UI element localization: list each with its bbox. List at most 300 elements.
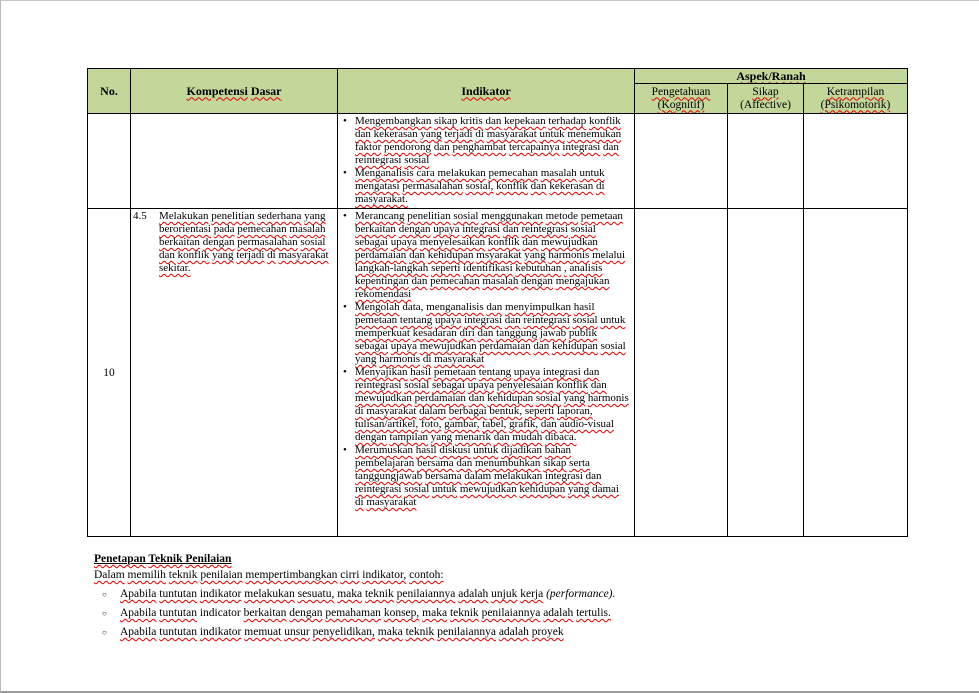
word: Kompetensi (186, 83, 248, 98)
word: , (563, 262, 567, 274)
word: di (355, 405, 364, 417)
word: diskusi (439, 444, 471, 456)
word: tulisan/artikel, (355, 418, 419, 430)
word: melakukan (437, 167, 486, 179)
word: menemukan (567, 128, 622, 140)
word: di (267, 249, 276, 261)
word: reintegrasi (355, 483, 402, 495)
word: adalah (458, 588, 489, 600)
word: memperkuat (355, 327, 410, 339)
word: pemahaman (325, 607, 381, 619)
word: Apabila (120, 607, 157, 619)
word: mewujudkan (355, 392, 412, 404)
word: upaya (435, 314, 462, 326)
word: dengan (521, 275, 553, 287)
word: (Affective) (740, 98, 791, 111)
word: yang (563, 392, 586, 404)
header-line (728, 86, 803, 99)
bullet-icon: • (343, 301, 347, 313)
word: memilih (127, 569, 166, 581)
word: maka (422, 607, 448, 619)
footer-item-text (120, 587, 615, 602)
word: publik (568, 327, 597, 339)
word: Menganalisis (355, 167, 414, 179)
word: yang (304, 210, 326, 222)
word: laporan, (556, 405, 593, 417)
bullet-icon: • (343, 366, 347, 378)
word: menyimpulkan (505, 301, 572, 313)
word: masalah (482, 275, 519, 287)
indicator-text (355, 115, 630, 167)
indicator-item (343, 366, 630, 444)
word: penilaian (200, 569, 243, 581)
word: dan (493, 431, 510, 443)
word: dan (502, 223, 519, 235)
word: menarik (454, 431, 491, 443)
word: kesadaran (412, 327, 457, 339)
word: hasil (410, 366, 432, 378)
word: menyelesaikan (419, 236, 486, 248)
word: sosial (404, 483, 430, 495)
word: unjuk (491, 588, 518, 600)
word: Mengembangkan (355, 115, 432, 127)
word: dan (456, 457, 473, 469)
word: berkaitan (355, 223, 396, 235)
word: harmonis (587, 392, 629, 404)
word: berbagai (448, 405, 487, 417)
word: penelitian (407, 210, 451, 222)
col-header-kompetensi-dasar (131, 69, 338, 114)
word: dan (530, 180, 547, 192)
word: penilaiannya (396, 588, 456, 600)
word: rekomendasi (355, 288, 412, 300)
word: teknik (449, 607, 479, 619)
word: masyarakat (434, 353, 485, 365)
footer-list-item (94, 606, 874, 621)
word: Teknik (148, 553, 183, 565)
bullet-icon: • (343, 115, 347, 127)
word: melakukan (244, 588, 295, 600)
indicator-text (355, 444, 630, 509)
word: upaya (433, 223, 460, 235)
word: hasil (415, 444, 437, 456)
word: konflik (487, 236, 520, 248)
word: tampilan (389, 431, 429, 443)
aspek-sikap-cell (728, 209, 804, 537)
footer-list-item (94, 625, 874, 640)
word: penghambat (452, 141, 507, 153)
word: masyarakat (366, 405, 417, 417)
bullet-icon: • (343, 444, 347, 456)
bullet-icon: • (343, 167, 347, 179)
word: sebagai (355, 340, 388, 352)
word: di (596, 180, 605, 192)
word: audio-visual (559, 418, 614, 430)
word: dalam (419, 405, 447, 417)
aspek-sikap-cell (728, 114, 804, 209)
word: mudah (512, 431, 543, 443)
kompetensi-indikator-table (87, 68, 908, 537)
circle-bullet-icon: ○ (102, 609, 107, 618)
word: teknik (405, 626, 435, 638)
word: mempertimbangkan (245, 569, 338, 581)
word: menganalisis (426, 301, 484, 313)
kompetensi-dasar-cell (131, 114, 338, 209)
indicator-item (343, 167, 630, 206)
word: dan (433, 141, 450, 153)
word: kritis (460, 115, 483, 127)
word: pemecahan (430, 275, 480, 287)
word: No. (100, 83, 118, 98)
word: untuk (579, 167, 605, 179)
word: tanggungjawab (355, 470, 423, 482)
aspek-pengetahuan-cell (635, 209, 728, 537)
word: Menyajikan (355, 366, 408, 378)
word: dan (540, 418, 557, 430)
word: perdamaian (355, 249, 407, 261)
word: konflik (177, 249, 210, 261)
word: permasalahan (237, 236, 298, 248)
col-header-aspek-ranah (635, 69, 908, 84)
word: Dalam (94, 569, 125, 581)
word: 4.5 (133, 210, 147, 222)
word: seperti (524, 405, 555, 417)
word: dan (603, 141, 619, 153)
word: dengan (355, 431, 387, 443)
word: mewujudkan (419, 340, 477, 352)
word: mengatasi (355, 180, 400, 192)
word: sesuatu, (297, 588, 335, 600)
word: dan (590, 379, 607, 391)
word: pemetaan (355, 314, 398, 326)
word: dan (159, 249, 175, 261)
no-cell (88, 209, 131, 537)
word: cirri (340, 569, 360, 581)
header-line (804, 99, 907, 112)
indicator-item (343, 115, 630, 167)
word: dengan (202, 236, 235, 248)
word: bersama (424, 470, 462, 482)
word: bersama (417, 457, 454, 469)
word: kehidupan (519, 483, 566, 495)
word: adalah (498, 626, 529, 638)
word: teknik (168, 569, 198, 581)
word: sosial (300, 236, 326, 248)
word: upaya (513, 366, 541, 378)
table-row (88, 114, 908, 209)
word: indikator, (362, 569, 407, 581)
word: dalam (464, 470, 492, 482)
word: 10 (103, 366, 115, 379)
word: Apabila (120, 626, 157, 638)
aspek-ketrampilan-cell (804, 114, 908, 209)
word: untuk (600, 314, 626, 326)
word: kehidupan (427, 249, 474, 261)
word: faktor (355, 141, 382, 153)
kompetensi-dasar-cell (131, 209, 338, 537)
word: tercapainya (508, 141, 560, 153)
word: masyarakat (366, 496, 417, 508)
indicator-item (343, 444, 630, 509)
word: dijadikan (501, 444, 543, 456)
word: indikator (199, 626, 242, 638)
footer-item-text (120, 625, 564, 640)
word: yang (430, 431, 453, 443)
table-row (88, 209, 908, 537)
indikator-cell (338, 114, 635, 209)
footer-intro (94, 568, 874, 583)
word: langkah-langkah (355, 262, 429, 274)
header-line (635, 86, 727, 99)
word: masyarakat (278, 249, 329, 261)
word: kebutuhan (515, 262, 562, 274)
word: pada (213, 223, 235, 235)
col-header-pengetahuan-kognitif (635, 84, 728, 114)
word: reintegrasi (355, 154, 402, 166)
word: Ketrampilan (826, 85, 885, 98)
word: tabel, (482, 418, 507, 430)
word: sosial (453, 210, 479, 222)
word: damai (592, 483, 619, 495)
word: perdamaian (414, 392, 466, 404)
word: dengan (398, 223, 431, 235)
bullet-icon: • (343, 210, 347, 222)
word: Merumuskan (355, 444, 414, 456)
word: pemetaan (580, 210, 623, 222)
word: konflik (556, 379, 589, 391)
word: harmonis (548, 249, 590, 261)
word: maka (377, 626, 403, 638)
col-header-no (88, 69, 131, 114)
word: teknik (364, 588, 394, 600)
word: upaya (467, 379, 494, 391)
word: tentang (478, 366, 512, 378)
word: kepentingan (355, 275, 409, 287)
footer-list-item (94, 587, 874, 602)
word: konflik (496, 180, 528, 192)
penetapan-teknik-penilaian-section (94, 552, 874, 640)
word: dan (585, 470, 602, 482)
word: pemecahan (237, 223, 287, 235)
indikator-cell (338, 209, 635, 537)
footer-heading (94, 552, 874, 567)
word: sebagai (355, 236, 388, 248)
word: tentang (399, 314, 433, 326)
word: kehidupan (552, 340, 598, 352)
no-cell (88, 114, 131, 209)
header-row-top (88, 69, 908, 84)
word: sebagai (432, 379, 465, 391)
word: yang (355, 353, 377, 365)
word: msyarakat (476, 249, 522, 261)
word: sosial (535, 392, 561, 404)
word: sosial (572, 314, 598, 326)
word: contoh: (409, 569, 444, 581)
word: tuntutan (159, 626, 197, 638)
word: sosial (404, 154, 430, 166)
word: harmonis (379, 353, 421, 365)
word: kekerasan (373, 128, 418, 140)
word: sosial (404, 379, 430, 391)
indicator-item (343, 301, 630, 366)
circle-bullet-icon: ○ (102, 628, 107, 637)
header-line (728, 99, 803, 112)
word: sosial (600, 340, 626, 352)
footer-item-text (120, 606, 611, 621)
circle-bullet-icon: ○ (102, 590, 107, 599)
indicator-text (355, 210, 630, 301)
word: maka (337, 588, 363, 600)
word: yang (212, 249, 234, 261)
word: penilaiannya (481, 607, 541, 619)
word: Aspek/Ranah (736, 68, 806, 83)
word: dan (409, 249, 425, 261)
col-header-sikap-affective (728, 84, 804, 114)
word: Merancang (355, 210, 405, 222)
word: sederhana (257, 210, 302, 222)
word: unsur (284, 626, 310, 638)
word: integrasi (462, 223, 501, 235)
word: proyek (531, 626, 564, 638)
word: pemetaan (433, 366, 476, 378)
word: melakukan (494, 470, 543, 482)
word: bentuk, (489, 405, 523, 417)
word: penelitian (211, 210, 255, 222)
word: masyarakat. (355, 193, 408, 205)
word: Pengetahuan (651, 85, 711, 98)
word: Sikap (752, 85, 779, 98)
word: seperti (431, 262, 461, 274)
word: mewujudkan (541, 236, 598, 248)
word: tertulis. (576, 607, 611, 619)
word: integrasi (545, 470, 583, 482)
word: reintegrasi (355, 379, 402, 391)
word: (Psikomotorik) (820, 98, 891, 111)
word: di (422, 353, 432, 365)
word: reintegrasi (523, 314, 570, 326)
word: memuat (244, 626, 282, 638)
word: upaya (390, 340, 417, 352)
word: (Kognitif) (657, 98, 705, 111)
word: penyelesaian (496, 379, 554, 391)
word: sekitar. (159, 262, 191, 274)
word: Dasar (250, 83, 282, 98)
aspek-ketrampilan-cell (804, 209, 908, 537)
word: kekerasan (549, 180, 594, 192)
word: penilaiannya (437, 626, 496, 638)
word: menggunakan (481, 210, 543, 222)
word: untuk (432, 483, 458, 495)
word: terhadap (548, 115, 587, 127)
word: perdamaian (479, 340, 531, 352)
word: dan (468, 392, 485, 404)
kd-text (159, 210, 334, 275)
word: menumbuhkan (475, 457, 541, 469)
header-line (635, 99, 727, 112)
indicator-text (355, 167, 630, 206)
word: terjadi (236, 249, 265, 261)
word: penyelidikan, (312, 626, 375, 638)
word: konsep, (383, 607, 420, 619)
word: berkaitan (243, 607, 287, 619)
word: untuk (473, 444, 499, 456)
kd-number (133, 210, 159, 275)
word: serta (569, 457, 590, 469)
word: dan (504, 314, 521, 326)
word: di (355, 496, 364, 508)
word: diri (459, 327, 475, 339)
word: masyarakat (486, 128, 537, 140)
col-header-ketrampilan-psikomotorik (804, 84, 908, 114)
word: dan (477, 327, 494, 339)
indicator-text (355, 301, 630, 366)
word: Indikator (461, 83, 511, 98)
word: yang (524, 249, 546, 261)
word: pemecahan (488, 167, 538, 179)
word: gambar, (444, 418, 480, 430)
word: pembelajaran (355, 457, 415, 469)
word: grafik, (509, 418, 539, 430)
aspek-pengetahuan-cell (635, 114, 728, 209)
word: dan (411, 275, 428, 287)
word: dan (355, 128, 371, 140)
word: upaya (390, 236, 417, 248)
header-line (804, 86, 907, 99)
footer-list (94, 587, 874, 640)
word: melalui (592, 249, 626, 261)
word: adalah (543, 607, 574, 619)
word: foto, (420, 418, 442, 430)
col-header-indikator (338, 69, 635, 114)
word: Penetapan (94, 553, 146, 565)
word: indicator (199, 607, 241, 619)
word: berkaitan (159, 236, 200, 248)
word: tuntutan (159, 588, 197, 600)
word: tuntutan (159, 607, 197, 619)
word: tanggung (496, 327, 538, 339)
word: dan (485, 115, 502, 127)
word: konflik (589, 115, 621, 127)
word: sikap (543, 457, 567, 469)
word: masalah (540, 167, 577, 179)
word: integrasi (464, 314, 502, 326)
word: mewujudkan (459, 483, 517, 495)
word: metode (545, 210, 579, 222)
word: sosial (570, 223, 596, 235)
word: berorientasi (159, 223, 211, 235)
word: hasil (573, 301, 595, 313)
word: di (475, 128, 484, 140)
word: cara (416, 167, 435, 179)
word: indikator (199, 588, 242, 600)
word: dengan (289, 607, 323, 619)
word: terjadi (444, 128, 473, 140)
word: dan (583, 366, 600, 378)
word: integrasi (562, 141, 601, 153)
word: integrasi (542, 366, 581, 378)
word: data, (402, 301, 424, 313)
word: yang (420, 128, 442, 140)
word: dan (533, 340, 550, 352)
word: Mengolah (355, 301, 400, 313)
word: sosial, (465, 180, 494, 192)
word: untuk (539, 128, 565, 140)
word: Melakukan (159, 210, 209, 222)
word: dan (522, 236, 539, 248)
word: mengajukan (555, 275, 610, 287)
word: pendorong (384, 141, 432, 153)
indicator-item (343, 210, 630, 301)
